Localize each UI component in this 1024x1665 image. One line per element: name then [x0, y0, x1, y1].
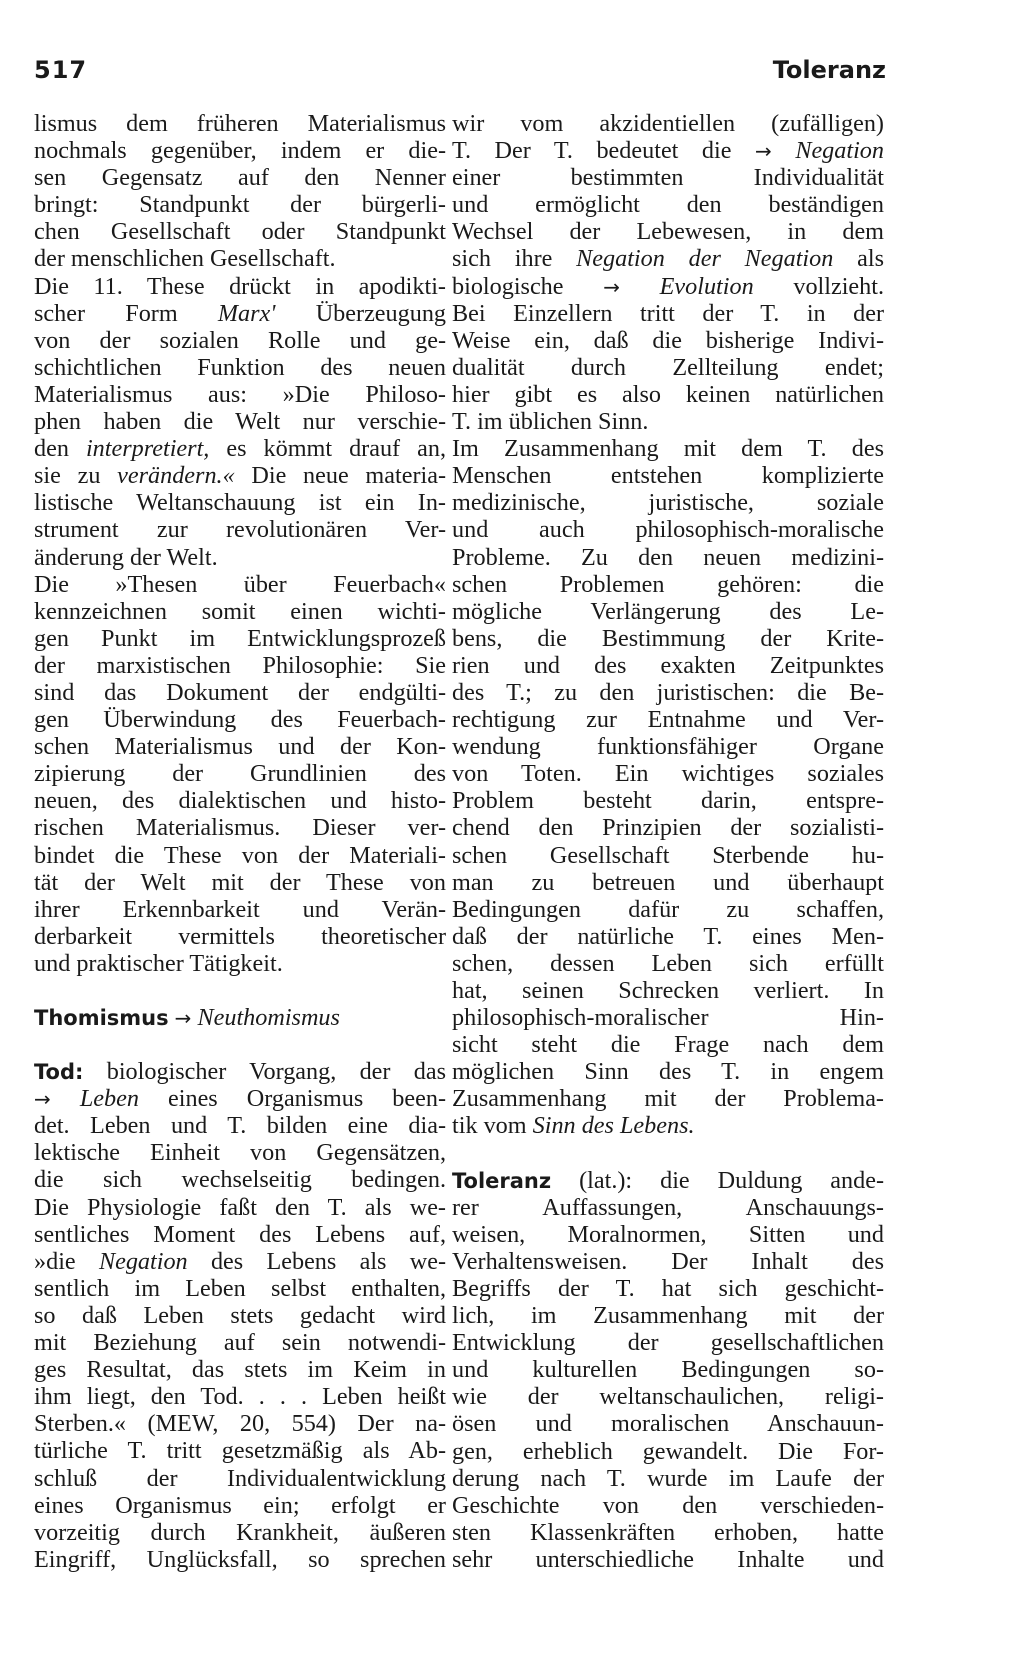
text-line: sentliches Moment des Lebens auf,	[34, 1220, 446, 1248]
text-line: Die Physiologie faßt den T. als we-	[34, 1193, 446, 1221]
headword-tod: Tod:	[34, 1060, 84, 1085]
text-line: mögliche Verlängerung des Le-	[452, 597, 884, 625]
text-line: zipierung der Grundlinien des	[34, 760, 446, 788]
text-line: sen Gegensatz auf den Nenner	[34, 164, 446, 192]
left-column	[34, 110, 446, 1573]
text-line: Geschichte von den verschieden-	[452, 1491, 884, 1519]
italic-term: Negation der Negation	[576, 245, 834, 273]
text-line: Verhaltensweisen. Der Inhalt des	[452, 1247, 884, 1275]
text-line: sehr unterschiedliche Inhalte und	[452, 1545, 884, 1573]
text-line: sten Klassenkräften erhoben, hatte	[452, 1518, 884, 1546]
text-line: Die 11. These drückt in apodikti-	[34, 272, 446, 300]
text-line: rien und des exakten Zeitpunktes	[452, 651, 884, 679]
text-line: die sich wechselseitig bedingen.	[34, 1166, 446, 1194]
text-line: tät der Welt mit der These von	[34, 868, 446, 896]
text-line: wir vom akzidentiellen (zufälligen)	[452, 110, 884, 137]
text-line: Problem besteht darin, entspre-	[452, 787, 884, 815]
text-line: einer bestimmten Individualität	[452, 164, 884, 192]
running-head: Toleranz	[772, 56, 886, 84]
page-header	[34, 56, 886, 96]
text-line: schen Materialismus und der Kon-	[34, 733, 446, 761]
entry-tod: Tod: biologischer Vorgang, der das	[34, 1058, 447, 1086]
text-line: »die Negation des Lebens als we-	[34, 1247, 447, 1275]
text-line: Weise ein, daß die bisherige Indivi-	[452, 326, 884, 354]
text-line: Materialismus aus: »Die Philoso-	[34, 380, 446, 408]
headword-toleranz: Toleranz	[452, 1168, 552, 1193]
text-line: eines Organismus ein; erfolgt er	[34, 1491, 446, 1519]
text-line: derbarkeit vermittels theoretischer	[34, 922, 446, 950]
text-line: hier gibt es also keinen natürlichen	[452, 380, 884, 408]
text-line: medizinische, juristische, soziale	[452, 489, 884, 517]
text-line: chend den Prinzipien der sozialisti-	[452, 814, 884, 842]
text-line: scher Form Marx' Überzeugung	[34, 299, 447, 327]
arrow-icon: →	[34, 1087, 51, 1112]
text-line: bindet die These von der Materiali-	[34, 841, 446, 869]
arrow-icon: →	[174, 1006, 192, 1030]
text-line: daß der natürliche T. eines Men-	[452, 922, 884, 950]
italic-term: verändern.«	[117, 462, 235, 490]
page-number: 517	[34, 56, 88, 84]
text-line: sentlich im Leben selbst enthalten,	[34, 1274, 446, 1302]
text-line: sich ihre Negation der Negation als	[452, 245, 885, 273]
text-line: biologische → Evolution vollzieht.	[452, 272, 885, 300]
italic-term: interpretiert,	[85, 435, 210, 463]
text-line: sind das Dokument der endgülti-	[34, 678, 446, 706]
text-line: so daß Leben stets gedacht wird	[34, 1301, 446, 1329]
text-line: sie zu verändern.« Die neue materia-	[34, 462, 447, 490]
entry-toleranz: Toleranz (lat.): die Duldung ande-	[452, 1166, 884, 1194]
text-line: lismus dem früheren Materialismus	[34, 110, 446, 137]
text-line: schen, dessen Leben sich erfüllt	[452, 949, 884, 977]
text-line: türliche T. tritt gesetzmäßig als Ab-	[34, 1437, 446, 1465]
text-line: der menschlichen Gesellschaft.	[34, 245, 336, 273]
cross-reference: Negation	[795, 137, 884, 165]
text-line: gen Punkt im Entwicklungsprozeß	[34, 624, 446, 652]
text-line: lich, im Zusammenhang mit der	[452, 1302, 884, 1330]
text-line: Probleme. Zu den neuen medizini-	[452, 543, 884, 571]
text-line: Begriffs der T. hat sich geschicht-	[452, 1274, 884, 1302]
text-line: T. Der T. bedeutet die → Negation	[452, 137, 884, 165]
text-line: und kulturellen Bedingungen so-	[452, 1356, 884, 1384]
text-line: sicht steht die Frage nach dem	[452, 1031, 884, 1059]
text-line: Die »Thesen über Feuerbach«	[34, 570, 446, 598]
text-line: → Leben eines Organismus been-	[34, 1085, 447, 1113]
text-line: rer Auffassungen, Anschauungs-	[452, 1193, 884, 1221]
text-line: lektische Einheit von Gegensätzen,	[34, 1139, 446, 1167]
text-line: weisen, Moralnormen, Sitten und	[452, 1220, 884, 1248]
text-line: tik vom Sinn des Lebens.	[452, 1112, 695, 1140]
text-line: und auch philosophisch-moralische	[452, 516, 884, 544]
text-line: gen, erheblich gewandelt. Die For-	[452, 1437, 884, 1465]
text-line: rischen Materialismus. Dieser ver-	[34, 814, 446, 842]
text-line: schluß der Individualentwicklung	[34, 1464, 446, 1492]
entry-thomismus	[34, 1004, 446, 1031]
text-line: phen haben die Welt nur verschie-	[34, 408, 446, 436]
text-line: Sterben.« (MEW, 20, 554) Der na-	[34, 1410, 446, 1438]
arrow-icon: →	[755, 139, 772, 164]
text-line: den interpretiert, es kömmt drauf an,	[34, 435, 446, 463]
right-column	[452, 110, 884, 1573]
arrow-icon: →	[603, 274, 620, 299]
text-line: schen Gesellschaft Sterbende hu-	[452, 841, 884, 869]
text-line: Wechsel der Lebewesen, in dem	[452, 218, 884, 246]
text-line: man zu betreuen und überhaupt	[452, 868, 884, 896]
text-line: wendung funktionsfähiger Organe	[452, 733, 884, 761]
text-line: ges Resultat, das stets im Keim in	[34, 1356, 446, 1384]
text-line: des T.; zu den juristischen: die Be-	[452, 678, 884, 706]
text-line: T. im üblichen Sinn.	[452, 408, 649, 436]
text-line: det. Leben und T. bilden eine dia-	[34, 1112, 446, 1140]
text-line: bringt: Standpunkt der bürgerli-	[34, 191, 446, 219]
text-line: Menschen entstehen komplizierte	[452, 462, 884, 490]
text-line: philosophisch-moralischer Hin-	[452, 1004, 884, 1032]
text-line: derung nach T. wurde im Laufe der	[452, 1464, 884, 1492]
text-line: gen Überwindung des Feuerbach-	[34, 706, 446, 734]
text-line: vorzeitig durch Krankheit, äußeren	[34, 1518, 446, 1546]
text-line: wie der weltanschaulichen, religi-	[452, 1383, 884, 1411]
headword-thomismus: Thomismus	[34, 1006, 169, 1030]
text-line: änderung der Welt.	[34, 543, 218, 571]
cross-reference: Neuthomismus	[197, 1004, 340, 1031]
text-line: möglichen Sinn des T. in engem	[452, 1058, 884, 1086]
text-line: ihrer Erkennbarkeit und Verän-	[34, 895, 446, 923]
text-line: und ermöglicht den beständigen	[452, 191, 884, 219]
text-line: listische Weltanschauung ist ein In-	[34, 489, 446, 517]
text-line: schen Problemen gehören: die	[452, 570, 884, 598]
text-line: ösen und moralischen Anschauun-	[452, 1410, 884, 1438]
text-line: strument zur revolutionären Ver-	[34, 516, 446, 544]
text-line: bens, die Bestimmung der Krite-	[452, 624, 884, 652]
text-line: schichtlichen Funktion des neuen	[34, 353, 446, 381]
text-line: der marxistischen Philosophie: Sie	[34, 651, 446, 679]
text-line: mit Beziehung auf sein notwendi-	[34, 1329, 446, 1357]
text-line: kennzeichnen somit einen wichti-	[34, 597, 446, 625]
text-line: chen Gesellschaft oder Standpunkt	[34, 218, 446, 246]
text-line: dualität durch Zellteilung endet;	[452, 353, 884, 381]
text-line: rechtigung zur Entnahme und Ver-	[452, 706, 884, 734]
text-line: Zusammenhang mit der Problema-	[452, 1085, 884, 1113]
text-line: und praktischer Tätigkeit.	[34, 949, 283, 977]
text-line: ihm liegt, den Tod. . . . Leben heißt	[34, 1383, 446, 1411]
cross-reference: Evolution	[659, 272, 754, 300]
text-line: hat, seinen Schrecken verliert. In	[452, 977, 884, 1004]
text-line: von der sozialen Rolle und ge-	[34, 326, 446, 354]
text-line: nochmals gegenüber, indem er die-	[34, 137, 446, 165]
text-line: Entwicklung der gesellschaftlichen	[452, 1329, 884, 1357]
text-line: neuen, des dialektischen und histo-	[34, 787, 446, 815]
text-line: von Toten. Ein wichtiges soziales	[452, 760, 884, 788]
text-line: Eingriff, Unglücksfall, so sprechen	[34, 1545, 446, 1573]
italic-term: Marx'	[217, 299, 276, 327]
cross-reference: Sinn des Lebens.	[532, 1112, 695, 1140]
text-line: Bei Einzellern tritt der T. in der	[452, 299, 884, 327]
cross-reference: Leben	[79, 1085, 139, 1113]
text-line: Bedingungen dafür zu schaffen,	[452, 895, 884, 923]
text-line: Im Zusammenhang mit dem T. des	[452, 435, 884, 463]
italic-term: Negation	[98, 1247, 188, 1275]
